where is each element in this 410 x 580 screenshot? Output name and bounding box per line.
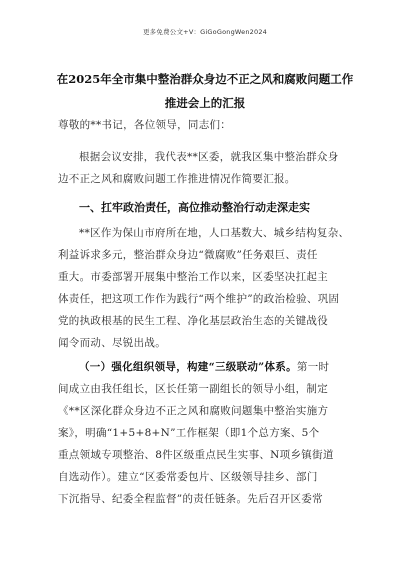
para2-line-5: 重点领域专项整治、8件区级重点民生实事、N项乡镇街道 xyxy=(58,449,334,461)
para1-line-5: 党的执政根基的民生工程、净化基层政治生态的关键战役 xyxy=(58,315,328,327)
para1-line-2: 利益诉求多元，整治群众身边“微腐败”任务艰巨、责任 xyxy=(58,249,318,261)
paragraph-1 xyxy=(58,222,358,354)
para1-line-1: **区作为保山市府所在地，人口基数大、城乡结构复杂、 xyxy=(79,227,350,239)
section-heading-1: 一、扛牢政治责任，高位推动整治行动走深走实 xyxy=(79,201,310,214)
salutation-text: 尊敬的**书记，各位领导，同志们： xyxy=(58,119,232,131)
para2-line-3: 《**区深化群众身边不正之风和腐败问题集中整治实施方 xyxy=(58,405,329,417)
intro-paragraph xyxy=(58,146,358,190)
para2-line-2: 间成立由我任组长，区长任第一副组长的领导小组，制定 xyxy=(58,383,328,395)
para1-line-4: 体责任，把这项工作作为践行“两个维护”的政治检验、巩固 xyxy=(58,293,340,305)
intro-line-1: 根据会议安排，我代表**区委，就我区集中整治群众身 xyxy=(79,151,339,163)
para2-line-7: 下沉指导、纪委全程监督”的责任链条。先后召开区委常 xyxy=(58,493,323,505)
paragraph-2 xyxy=(58,356,358,510)
para1-line-6: 闻令而动、尽锐出战。 xyxy=(58,337,166,349)
title-line-2: 推进会上的汇报 xyxy=(164,96,246,110)
subheading-strengthen-leadership: （一）强化组织领导，构建“三级联动”体系。 xyxy=(79,361,297,373)
title-line-1: 在2025年全市集中整治群众身边不正之风和腐败问题工作 xyxy=(56,72,354,86)
para2-line-4: 案》，明确“1+5+8+N”工作框架（即1个总方案、5个 xyxy=(58,427,320,439)
salutation xyxy=(58,114,358,136)
para1-line-3: 重大。市委部署开展集中整治工作以来，区委坚决扛起主 xyxy=(58,271,328,283)
para2-line-1-rest: 第一时 xyxy=(296,361,330,373)
para2-line-1 xyxy=(58,356,358,378)
watermark: 更多免费公文+V：GiGoGongWen2024 xyxy=(142,28,267,36)
intro-line-2: 边不正之风和腐败问题工作推进情况作简要汇报。 xyxy=(58,173,296,185)
para2-line-6: 自选动作）。建立“区委常委包片、区级领导挂乡、部门 xyxy=(58,471,318,483)
document-title xyxy=(40,67,370,115)
